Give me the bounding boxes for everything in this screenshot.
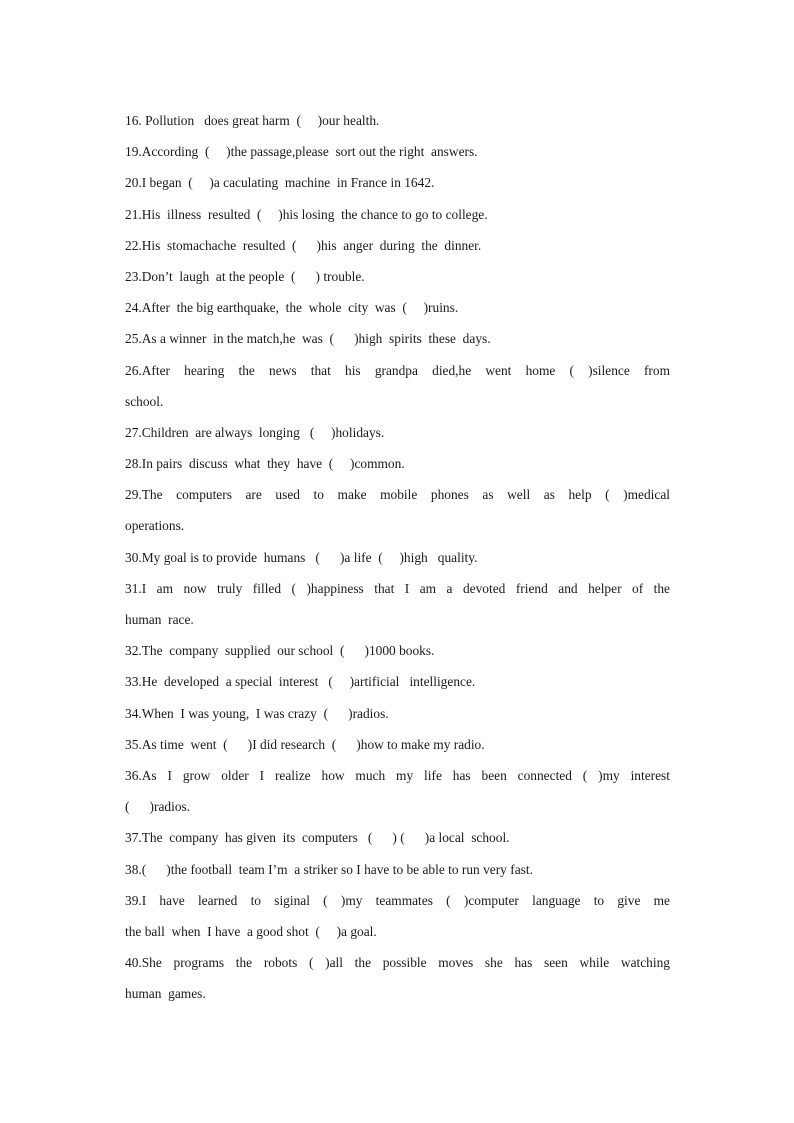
exercise-line-continuation: ( )radios. bbox=[125, 799, 191, 815]
exercise-line-continuation: operations. bbox=[125, 518, 185, 534]
exercise-line: 30.My goal is to provide humans ( )a life ( )high quality. bbox=[125, 549, 478, 565]
exercise-line: 20.I began ( )a caculating machine in France in 1642. bbox=[125, 175, 435, 191]
exercise-line: 26.After hearing the news that his grandpa died,he went home ( )silence from bbox=[125, 362, 670, 378]
exercise-line: 31.I am now truly filled ( )happiness that I am a devoted friend and helper of the bbox=[125, 580, 670, 596]
exercise-line: 38.( )the football team I’m a striker so I have to be able to run very fast. bbox=[125, 861, 533, 877]
exercise-line: 24.After the big earthquake, the whole city was ( )ruins. bbox=[125, 300, 459, 316]
exercise-line-continuation: human games. bbox=[125, 986, 206, 1002]
exercise-list bbox=[125, 105, 670, 1009]
exercise-line: 39.I have learned to siginal ( )my teammates ( )computer language to give me bbox=[125, 892, 670, 908]
exercise-line-continuation: the ball when I have a good shot ( )a goal. bbox=[125, 923, 377, 939]
exercise-line: 35.As time went ( )I did research ( )how to make my radio. bbox=[125, 736, 485, 752]
exercise-line-continuation: school. bbox=[125, 393, 164, 409]
exercise-line-continuation: human race. bbox=[125, 612, 194, 627]
exercise-line: 27.Children are always longing ( )holidays. bbox=[125, 424, 385, 440]
exercise-line: 28.In pairs discuss what they have ( )common. bbox=[125, 456, 405, 472]
exercise-line: 34.When I was young, I was crazy ( )radios. bbox=[125, 705, 389, 721]
exercise-line: 22.His stomachache resulted ( )his anger during the dinner. bbox=[125, 237, 482, 253]
exercise-line: 21.His illness resulted ( )his losing the chance to go to college. bbox=[125, 206, 488, 222]
exercise-line: 16. Pollution does great harm ( )our health. bbox=[125, 113, 380, 128]
exercise-line: 19.According ( )the passage,please sort out the right answers. bbox=[125, 144, 478, 160]
exercise-line: 33.He developed a special interest ( )artificial intelligence. bbox=[125, 674, 476, 690]
exercise-line: 23.Don’t laugh at the people ( ) trouble. bbox=[125, 268, 365, 284]
exercise-line: 37.The company has given its computers ( ) ( )a local school. bbox=[125, 830, 510, 846]
exercise-line: 36.As I grow older I realize how much my life has been connected ( )my interest bbox=[125, 767, 670, 783]
exercise-line: 32.The company supplied our school ( )1000 books. bbox=[125, 643, 435, 659]
exercise-line: 29.The computers are used to make mobile phones as well as help ( )medical bbox=[125, 487, 670, 503]
exercise-line: 25.As a winner in the match,he was ( )high spirits these days. bbox=[125, 331, 491, 347]
exercise-line: 40.She programs the robots ( )all the possible moves she has seen while watching bbox=[125, 955, 670, 971]
